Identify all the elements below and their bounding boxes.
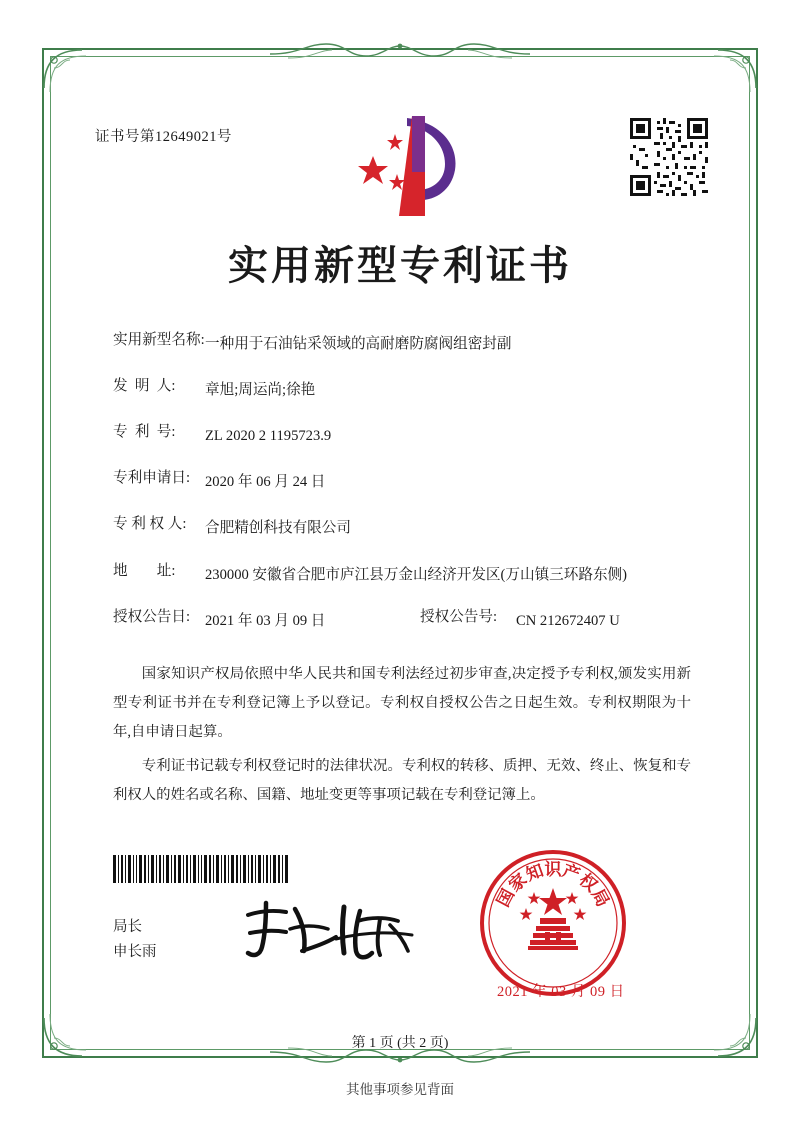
legal-paragraph-2: 专利证书记载专利权登记时的法律状况。专利权的转移、质押、无效、终止、恢复和专利权人的姓名或名称、国籍、地址变更等事项记载在专利登记簿上。 (113, 758, 691, 804)
footnote: 其他事项参见背面 (346, 1082, 454, 1097)
svg-text:产: 产 (559, 860, 583, 886)
field-label: 实用新型名称: (113, 332, 205, 348)
field-value: 一种用于石油钻采领域的高耐磨防腐阀组密封副 (205, 336, 512, 352)
field-label: 专利申请日: (113, 470, 191, 487)
field-label-grant-date: 授权公告日: (113, 608, 191, 625)
field-value-grant-date: 2021 年 03 月 09 日 (205, 612, 326, 629)
field-value: 合肥精创科技有限公司 (205, 520, 351, 537)
field-row-inventors (113, 379, 693, 402)
qr-code (630, 118, 708, 196)
field-row-address (113, 564, 693, 587)
field-label: 发 明 人: (113, 378, 176, 395)
svg-text:家: 家 (505, 869, 532, 897)
field-row-patent-number (113, 425, 693, 448)
field-value: 章旭;周运尚;徐艳 (205, 382, 316, 399)
field-label: 专 利 号: (113, 424, 176, 441)
cnipa-logo-icon (355, 112, 465, 220)
field-label-grant-number: 授权公告号: (420, 608, 498, 625)
certificate-fields (113, 333, 693, 656)
signer-title: 局长 (113, 919, 142, 935)
certificate-number: 证书号第12649021号 (95, 129, 232, 145)
handwritten-signature (240, 895, 420, 967)
field-row-grant (113, 610, 693, 633)
page-number: 第 1 页 (共 2 页) (351, 1036, 449, 1051)
svg-text:国: 国 (493, 885, 520, 911)
field-row-name (113, 333, 693, 356)
field-value: ZL 2020 2 1195723.9 (205, 428, 332, 445)
legal-text (113, 660, 691, 816)
svg-text:识: 识 (544, 860, 562, 880)
field-value-grant-number: CN 212672407 U (516, 612, 620, 629)
field-label: 地 址: (113, 562, 176, 579)
svg-text:权: 权 (574, 869, 601, 897)
page-title: 实用新型专利证书 (228, 242, 572, 289)
field-row-application-date (113, 471, 693, 494)
legal-paragraph-1: 国家知识产权局依照中华人民共和国专利法经过初步审查,决定授予专利权,颁发实用新型专利证书并在专利登记簿上予以登记。专利权自授权公告之日起生效。专利权期限为十年,自申请日起算。 (113, 666, 691, 740)
field-value: 230000 安徽省合肥市庐江县万金山经济开发区(万山镇三环路东侧) (205, 566, 627, 583)
field-row-patentee (113, 517, 693, 540)
seal-date: 2021 年 03 月 09 日 (497, 984, 625, 1000)
field-value: 2020 年 06 月 24 日 (205, 474, 326, 491)
official-seal (478, 848, 628, 998)
svg-text:局: 局 (586, 885, 613, 911)
svg-text:知: 知 (523, 860, 547, 886)
field-label: 专 利 权 人: (113, 516, 187, 533)
signer-block (113, 915, 157, 966)
barcode (113, 855, 288, 883)
signer-name: 申长雨 (113, 944, 157, 961)
